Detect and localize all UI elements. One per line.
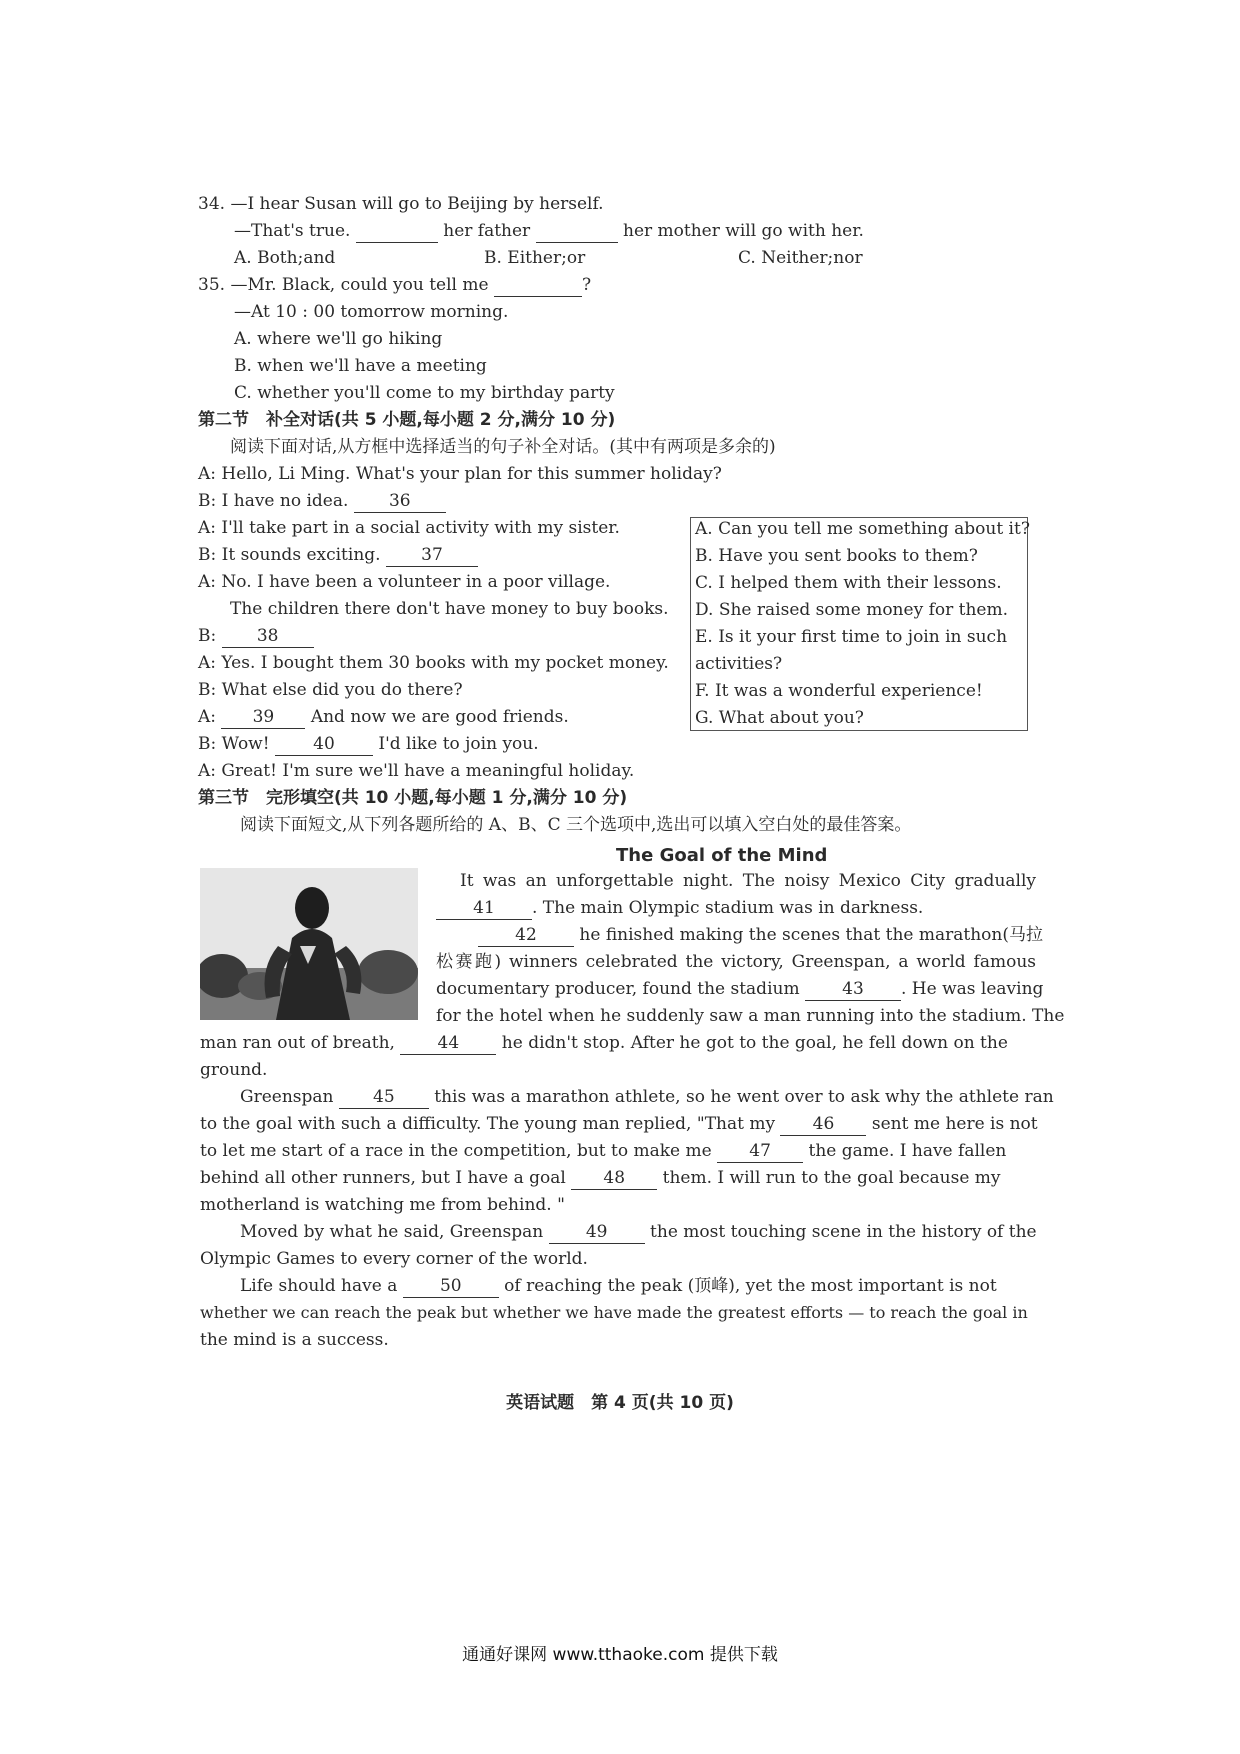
option-b[interactable]: B. Have you sent books to them? — [695, 546, 978, 566]
dialogue-line-3: A: I'll take part in a social activity with my sister. — [198, 518, 620, 538]
passage-line-16 — [240, 1275, 997, 1298]
dialogue-line-12: A: Great! I'm sure we'll have a meaningful holiday. — [198, 761, 635, 781]
dialogue-line-8: A: Yes. I bought them 30 books with my pocket money. — [198, 653, 669, 673]
section3-instruction: 阅读下面短文,从下列各题所给的 A、B、C 三个选项中,选出可以填入空白处的最佳答案。 — [240, 815, 912, 835]
runner-photo — [200, 868, 418, 1020]
blank-48[interactable]: 48 — [571, 1167, 657, 1190]
q34-option-b[interactable]: B. Either;or — [484, 248, 586, 268]
section2-heading: 第二节 补全对话(共 5 小题,每小题 2 分,满分 10 分) — [198, 410, 616, 430]
download-watermark: 通通好课网 www.tthaoke.com 提供下载 — [462, 1645, 778, 1665]
passage-line-14 — [240, 1221, 1037, 1244]
passage-line-2 — [436, 897, 923, 920]
q34-reply-mid: her father — [443, 221, 531, 241]
passage-text: Life should have a — [240, 1276, 398, 1296]
option-c[interactable]: C. I helped them with their lessons. — [695, 573, 1002, 593]
blank-42[interactable]: 42 — [478, 924, 574, 947]
passage-text: them. I will run to the goal because my — [662, 1168, 1001, 1188]
passage-line-5 — [436, 978, 1043, 1001]
q34-option-c[interactable]: C. Neither;nor — [738, 248, 863, 268]
passage-text: . He was leaving — [900, 979, 1044, 999]
blank-43[interactable]: 43 — [805, 978, 901, 1001]
option-e[interactable]: E. Is it your first time to join in such — [695, 627, 1008, 647]
dialogue-text: A: — [198, 707, 217, 727]
passage-text: behind all other runners, but I have a goal — [200, 1168, 566, 1188]
passage-line-7 — [200, 1032, 1008, 1055]
passage-text: of reaching the peak (顶峰), yet the most important is not — [504, 1276, 997, 1296]
page-footer: 英语试题 第 4 页(共 10 页) — [506, 1393, 734, 1413]
blank-40[interactable]: 40 — [275, 733, 373, 756]
q35-blank[interactable] — [494, 274, 582, 297]
passage-text: documentary producer, found the stadium — [436, 979, 800, 999]
q34-reply — [234, 220, 864, 243]
blank-41[interactable]: 41 — [436, 897, 532, 920]
option-a[interactable]: A. Can you tell me something about it? — [695, 519, 1030, 539]
passage-title: The Goal of the Mind — [616, 845, 828, 866]
passage-text: . The main Olympic stadium was in darkness. — [532, 898, 924, 918]
blank-49[interactable]: 49 — [549, 1221, 645, 1244]
runner-photo-icon — [200, 868, 418, 1020]
passage-line-11 — [200, 1140, 1006, 1163]
passage-line-9 — [240, 1086, 1054, 1109]
passage-text: to let me start of a race in the competition, but to make me — [200, 1141, 712, 1161]
blank-36[interactable]: 36 — [354, 490, 446, 513]
q35-stem-end: ? — [581, 275, 592, 295]
passage-line-17: whether we can reach the peak but whether we have made the greatest efforts — to reach the goal in — [200, 1303, 1028, 1322]
blank-39[interactable]: 39 — [221, 706, 305, 729]
passage-line-13: motherland is watching me from behind. " — [200, 1195, 565, 1215]
dialogue-line-1: A: Hello, Li Ming. What's your plan for this summer holiday? — [198, 464, 722, 484]
dialogue-line-7 — [198, 625, 314, 648]
dialogue-line-6: The children there don't have money to buy books. — [230, 599, 669, 619]
passage-text: Greenspan — [240, 1087, 334, 1107]
blank-50[interactable]: 50 — [403, 1275, 499, 1298]
passage-line-12 — [200, 1167, 1001, 1190]
q35-option-a[interactable]: A. where we'll go hiking — [234, 329, 443, 349]
passage-text: the game. I have fallen — [808, 1141, 1007, 1161]
q35-option-c[interactable]: C. whether you'll come to my birthday party — [234, 383, 615, 403]
q34-reply-end: her mother will go with her. — [623, 221, 864, 241]
dialogue-text: I'd like to join you. — [378, 734, 539, 754]
option-g[interactable]: G. What about you? — [695, 708, 864, 728]
dialogue-line-11 — [198, 733, 539, 756]
option-e-cont: activities? — [695, 654, 783, 674]
dialogue-line-4 — [198, 544, 478, 567]
passage-text: the most touching scene in the history of the — [650, 1222, 1037, 1242]
passage-text: man ran out of breath, — [200, 1033, 395, 1053]
passage-text: Moved by what he said, Greenspan — [240, 1222, 544, 1242]
dialogue-line-2 — [198, 490, 446, 513]
passage-line-6: for the hotel when he suddenly saw a man running into the stadium. The — [436, 1006, 1065, 1026]
options-box — [690, 517, 1028, 731]
q34-option-a[interactable]: A. Both;and — [234, 248, 336, 268]
q34-blank1[interactable] — [356, 220, 438, 243]
passage-text: sent me here is not — [871, 1114, 1038, 1134]
q35-stem-text: 35. —Mr. Black, could you tell me — [198, 275, 489, 295]
dialogue-text: B: It sounds exciting. — [198, 545, 381, 565]
blank-47[interactable]: 47 — [717, 1140, 803, 1163]
passage-line-1: It was an unforgettable night. The noisy Mexico City gradually — [460, 871, 1036, 891]
section2-instruction: 阅读下面对话,从方框中选择适当的句子补全对话。(其中有两项是多余的) — [230, 437, 776, 457]
passage-text: he finished making the scenes that the marathon(马拉 — [579, 925, 1043, 945]
passage-line-15: Olympic Games to every corner of the world. — [200, 1249, 588, 1269]
passage-line-3 — [478, 924, 1043, 947]
dialogue-text: B: — [198, 626, 217, 646]
blank-44[interactable]: 44 — [400, 1032, 496, 1055]
q34-reply-start: —That's true. — [234, 221, 351, 241]
dialogue-text: And now we are good friends. — [310, 707, 569, 727]
passage-line-18: the mind is a success. — [200, 1330, 389, 1350]
dialogue-line-10 — [198, 706, 569, 729]
passage-line-4: 松赛跑) winners celebrated the victory, Greenspan, a world famous — [436, 952, 1036, 972]
q35-reply: —At 10 : 00 tomorrow morning. — [234, 302, 509, 322]
section3-heading: 第三节 完形填空(共 10 小题,每小题 1 分,满分 10 分) — [198, 788, 628, 808]
blank-38[interactable]: 38 — [222, 625, 314, 648]
passage-line-8: ground. — [200, 1060, 268, 1080]
q35-option-b[interactable]: B. when we'll have a meeting — [234, 356, 487, 376]
option-f[interactable]: F. It was a wonderful experience! — [695, 681, 983, 701]
blank-46[interactable]: 46 — [780, 1113, 866, 1136]
passage-text: to the goal with such a difficulty. The young man replied, "That my — [200, 1114, 776, 1134]
dialogue-line-5: A: No. I have been a volunteer in a poor village. — [198, 572, 611, 592]
q34-blank2[interactable] — [536, 220, 618, 243]
passage-text: he didn't stop. After he got to the goal, he fell down on the — [501, 1033, 1008, 1053]
q35-stem — [198, 274, 591, 297]
dialogue-text: B: Wow! — [198, 734, 270, 754]
q34-stem: 34. —I hear Susan will go to Beijing by herself. — [198, 194, 604, 214]
passage-text: this was a marathon athlete, so he went over to ask why the athlete ran — [434, 1087, 1054, 1107]
blank-45[interactable]: 45 — [339, 1086, 429, 1109]
dialogue-line-9: B: What else did you do there? — [198, 680, 463, 700]
passage-line-10 — [200, 1113, 1038, 1136]
blank-37[interactable]: 37 — [386, 544, 478, 567]
dialogue-text: B: I have no idea. — [198, 491, 349, 511]
option-d[interactable]: D. She raised some money for them. — [695, 600, 1008, 620]
